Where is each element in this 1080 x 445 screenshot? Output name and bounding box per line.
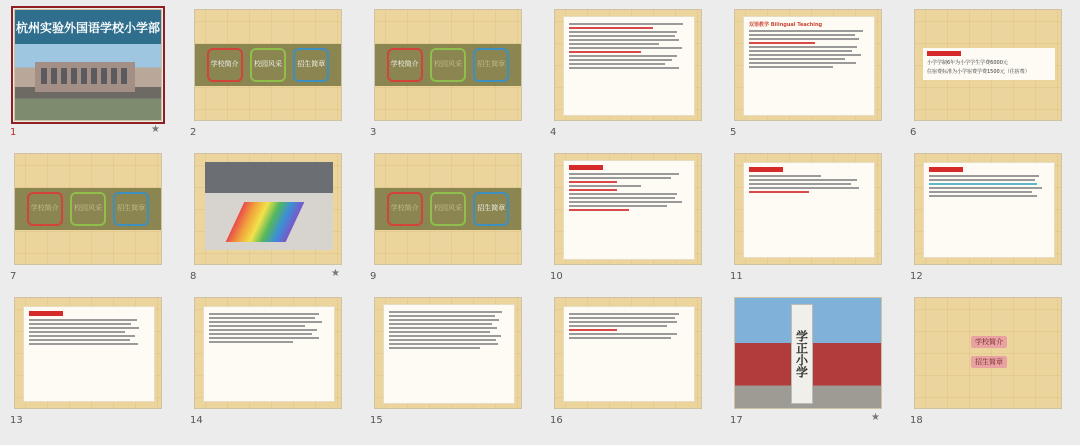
school-sign: 学正小学 — [791, 304, 813, 404]
slide-9-canvas[interactable] — [374, 153, 522, 265]
text-line — [29, 327, 139, 329]
slide-number: 2 — [190, 127, 197, 138]
text-line — [749, 34, 855, 36]
slide-number: 18 — [910, 415, 923, 426]
star-icon: ★ — [331, 268, 340, 279]
heading-bar — [29, 311, 63, 316]
text-line — [569, 197, 675, 199]
text-line — [29, 339, 130, 341]
text-line — [749, 191, 809, 193]
slide-number: 13 — [10, 415, 23, 426]
text-line — [749, 30, 863, 32]
text-line — [569, 333, 677, 335]
link-chip-enroll: 招生简章 — [971, 356, 1007, 368]
slide-11-canvas[interactable] — [734, 153, 882, 265]
slide-2-canvas[interactable] — [194, 9, 342, 121]
text-line — [569, 189, 617, 191]
slide-10-canvas[interactable] — [554, 153, 702, 265]
slide-number: 16 — [550, 415, 563, 426]
nav-box-campus: 校园风采 — [430, 48, 466, 82]
text-panel — [563, 160, 695, 260]
text-line — [209, 317, 315, 319]
slide-number: 11 — [730, 271, 743, 282]
slide-thumbnail[interactable] — [188, 294, 342, 438]
text-line — [749, 183, 851, 185]
slide-17-canvas[interactable] — [734, 297, 882, 409]
slide-thumbnail[interactable] — [548, 6, 702, 150]
link-chip-intro: 学校简介 — [971, 336, 1007, 348]
text-line — [389, 347, 480, 349]
slide-18-canvas[interactable] — [914, 297, 1062, 409]
text-line — [389, 319, 499, 321]
slide-thumbnail[interactable] — [908, 6, 1062, 150]
text-line — [569, 325, 667, 327]
text-line — [389, 331, 490, 333]
text-line — [749, 58, 845, 60]
text-panel — [383, 304, 515, 404]
nav-box-intro: 学校简介 — [27, 192, 63, 226]
nav-box-intro: 学校简介 — [207, 48, 243, 82]
text-line — [569, 201, 682, 203]
school-gate-photo — [735, 298, 881, 409]
text-line — [929, 187, 1042, 189]
slide-12-canvas[interactable] — [914, 153, 1062, 265]
text-line — [749, 42, 815, 44]
slide-thumbnail[interactable] — [8, 150, 162, 294]
nav-box-enroll: 招生简章 — [473, 192, 509, 226]
text-line — [209, 337, 319, 339]
text-line — [389, 343, 498, 345]
slide-6-canvas[interactable] — [914, 9, 1062, 121]
text-line — [749, 175, 821, 177]
text-line — [569, 27, 653, 29]
slide-number: 8 — [190, 271, 197, 282]
text-line — [29, 323, 131, 325]
slide-number: 15 — [370, 415, 383, 426]
slide-number: 7 — [10, 271, 17, 282]
slide-3-canvas[interactable] — [374, 9, 522, 121]
slide-15-canvas[interactable] — [374, 297, 522, 409]
slide-number: 17 — [730, 415, 743, 426]
text-line — [209, 329, 317, 331]
text-line — [569, 59, 672, 61]
text-line — [569, 51, 641, 53]
slide-number: 3 — [370, 127, 377, 138]
text-line — [389, 323, 492, 325]
text-line — [389, 335, 501, 337]
slide-5-canvas[interactable] — [734, 9, 882, 121]
text-line — [569, 67, 679, 69]
heading-bar — [569, 165, 603, 170]
slide-13-canvas[interactable] — [14, 297, 162, 409]
text-panel — [563, 16, 695, 116]
text-panel — [203, 306, 335, 402]
slide-number: 10 — [550, 271, 563, 282]
text-line — [749, 46, 857, 48]
slide-thumbnail[interactable] — [8, 6, 162, 150]
slide-thumbnail[interactable] — [548, 294, 702, 438]
fee-item: 小学学制6年为小学学生学费6000元 — [927, 60, 1008, 66]
school-photo — [15, 44, 161, 121]
nav-box-enroll: 招生简章 — [473, 48, 509, 82]
text-line — [569, 177, 671, 179]
text-panel — [743, 16, 875, 116]
heading-bar — [929, 167, 963, 172]
text-panel — [563, 306, 695, 402]
text-line — [209, 321, 322, 323]
text-line — [569, 31, 677, 33]
slide-4-canvas[interactable] — [554, 9, 702, 121]
building-windows — [41, 68, 129, 84]
text-line — [749, 38, 859, 40]
text-line — [209, 325, 305, 327]
text-line — [569, 43, 659, 45]
text-line — [29, 343, 138, 345]
slide-thumbnail[interactable] — [188, 6, 342, 150]
slide-thumbnail[interactable] — [548, 150, 702, 294]
text-line — [569, 35, 675, 37]
text-line — [929, 179, 1035, 181]
text-line — [569, 321, 677, 323]
nav-box-campus: 校园风采 — [70, 192, 106, 226]
text-line — [569, 63, 665, 65]
text-line — [749, 66, 833, 68]
slide-8-canvas[interactable] — [194, 153, 342, 265]
slide-number: 1 — [10, 127, 17, 138]
nav-box-intro: 学校简介 — [387, 192, 423, 226]
slide-thumbnail[interactable] — [908, 150, 1062, 294]
text-line — [209, 341, 293, 343]
slide-thumbnail[interactable] — [368, 294, 522, 438]
slide-number: 14 — [190, 415, 203, 426]
slide-title: 杭州实验外国语学校小学部 — [15, 10, 161, 44]
text-line — [569, 173, 679, 175]
nav-box-campus: 校园风采 — [430, 192, 466, 226]
text-line — [749, 62, 856, 64]
slide-number: 9 — [370, 271, 377, 282]
text-line — [569, 193, 677, 195]
text-line — [929, 183, 1037, 185]
rainbow-floor — [226, 202, 305, 242]
text-line — [569, 185, 641, 187]
text-line — [929, 191, 1032, 193]
text-line — [929, 175, 1039, 177]
slide-number: 4 — [550, 127, 557, 138]
text-line — [209, 333, 312, 335]
nav-box-enroll: 招生简章 — [113, 192, 149, 226]
text-line — [569, 55, 677, 57]
text-panel — [23, 306, 155, 402]
text-line — [29, 335, 135, 337]
slide-thumbnail[interactable] — [908, 294, 1062, 438]
text-line — [389, 339, 496, 341]
slide-heading: 双语教学 Bilingual Teaching — [749, 22, 823, 28]
text-line — [749, 187, 859, 189]
text-line — [569, 39, 679, 41]
text-line — [569, 209, 629, 211]
nav-band — [15, 188, 161, 230]
slide-16-canvas[interactable] — [554, 297, 702, 409]
star-icon: ★ — [871, 412, 880, 423]
nav-box-intro: 学校简介 — [387, 48, 423, 82]
text-line — [749, 179, 857, 181]
text-line — [389, 311, 502, 313]
text-line — [209, 313, 319, 315]
slide-thumbnail[interactable] — [728, 6, 882, 150]
text-panel — [923, 162, 1055, 258]
fee-item: 住宿费标准为小学宿费学费1500元（住宿费） — [927, 69, 1030, 75]
slide-number: 5 — [730, 127, 737, 138]
text-line — [569, 47, 682, 49]
fee-list — [923, 48, 1055, 80]
slide-thumbnail[interactable] — [188, 150, 342, 294]
slide-number: 12 — [910, 271, 923, 282]
nav-band — [375, 188, 521, 230]
heading-bar — [749, 167, 783, 172]
text-line — [569, 205, 667, 207]
text-line — [749, 54, 861, 56]
text-line — [569, 23, 683, 25]
text-line — [569, 337, 671, 339]
slide-thumbnail[interactable] — [728, 294, 882, 438]
text-line — [569, 181, 617, 183]
slide-thumbnail[interactable] — [368, 150, 522, 294]
text-line — [29, 331, 125, 333]
slide-thumbnail[interactable] — [8, 294, 162, 438]
text-line — [29, 319, 137, 321]
nav-box-enroll: 招生简章 — [293, 48, 329, 82]
text-line — [929, 195, 1037, 197]
slide-thumbnail[interactable] — [368, 6, 522, 150]
slide-number: 6 — [910, 127, 917, 138]
text-line — [749, 50, 852, 52]
slide-14-canvas[interactable] — [194, 297, 342, 409]
text-line — [389, 327, 497, 329]
slide-7-canvas[interactable] — [14, 153, 162, 265]
star-icon: ★ — [151, 124, 160, 135]
slide-sorter-grid — [8, 6, 1072, 438]
text-panel — [743, 162, 875, 258]
nav-box-campus: 校园风采 — [250, 48, 286, 82]
text-line — [569, 317, 675, 319]
slide-1-canvas[interactable] — [14, 9, 162, 121]
text-line — [569, 313, 679, 315]
nav-band — [195, 44, 341, 86]
text-line — [569, 329, 617, 331]
slide-thumbnail[interactable] — [728, 150, 882, 294]
text-line — [389, 315, 495, 317]
nav-band — [375, 44, 521, 86]
campus-photo — [205, 162, 333, 250]
heading-bar — [927, 51, 961, 56]
